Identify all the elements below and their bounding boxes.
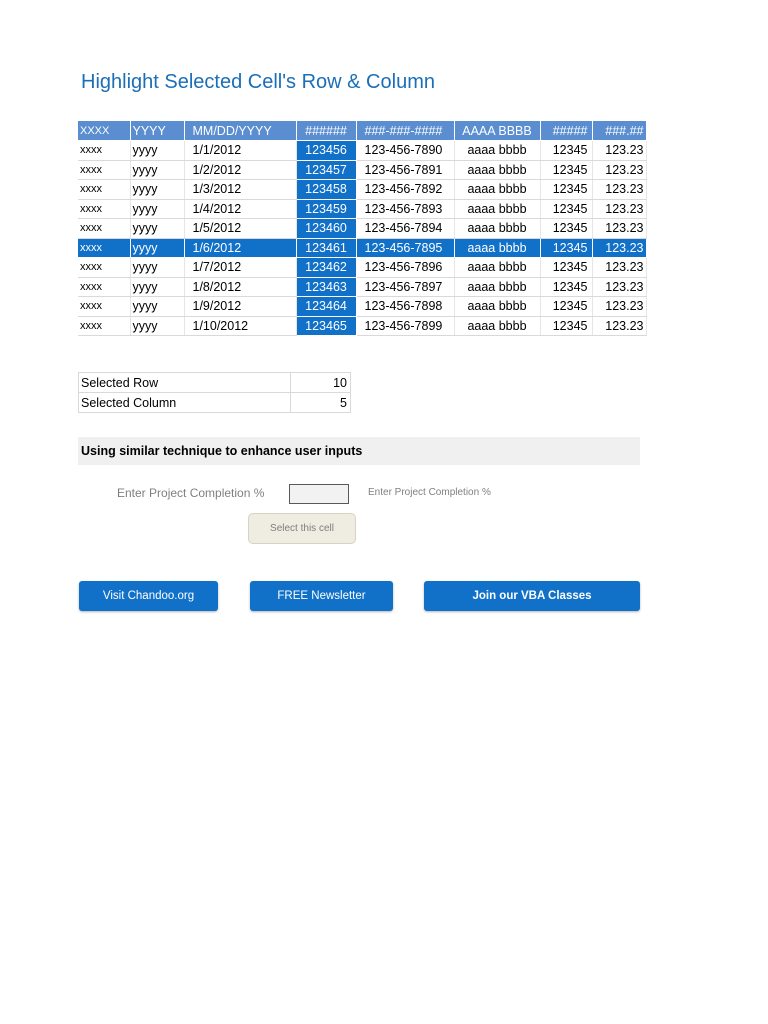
table-cell[interactable]: xxxx bbox=[78, 219, 130, 239]
table-cell[interactable]: yyyy bbox=[130, 316, 184, 336]
table-cell[interactable]: 123463 bbox=[296, 277, 356, 297]
table-cell[interactable]: yyyy bbox=[130, 258, 184, 278]
table-cell[interactable]: xxxx bbox=[78, 277, 130, 297]
page-title: Highlight Selected Cell's Row & Column bbox=[81, 71, 435, 93]
table-row bbox=[78, 199, 646, 219]
table-cell[interactable]: aaaa bbbb bbox=[454, 238, 540, 258]
selected-row-line bbox=[79, 373, 351, 393]
table-cell[interactable]: 123456 bbox=[296, 141, 356, 161]
table-cell[interactable]: yyyy bbox=[130, 219, 184, 239]
column-header[interactable]: ##### bbox=[540, 121, 592, 141]
table-row bbox=[78, 297, 646, 317]
table-cell[interactable]: 1/2/2012 bbox=[184, 160, 296, 180]
table-row bbox=[78, 277, 646, 297]
table-cell[interactable]: 123-456-7893 bbox=[356, 199, 454, 219]
table-cell[interactable]: 123.23 bbox=[592, 199, 646, 219]
selected-row-value[interactable]: 10 bbox=[291, 373, 351, 393]
table-cell[interactable]: aaaa bbbb bbox=[454, 297, 540, 317]
selected-column-label: Selected Column bbox=[79, 393, 291, 413]
table-cell[interactable]: xxxx bbox=[78, 199, 130, 219]
table-row bbox=[78, 180, 646, 200]
table-cell[interactable]: 123.23 bbox=[592, 180, 646, 200]
table-cell[interactable]: 1/9/2012 bbox=[184, 297, 296, 317]
table-cell[interactable]: aaaa bbbb bbox=[454, 277, 540, 297]
table-row bbox=[78, 258, 646, 278]
vba-classes-button[interactable]: Join our VBA Classes bbox=[424, 581, 640, 611]
table-cell[interactable]: 1/5/2012 bbox=[184, 219, 296, 239]
table-cell[interactable]: xxxx bbox=[78, 258, 130, 278]
table-cell[interactable]: 123.23 bbox=[592, 277, 646, 297]
table-cell[interactable]: 123-456-7895 bbox=[356, 238, 454, 258]
table-cell[interactable]: aaaa bbbb bbox=[454, 258, 540, 278]
table-cell[interactable]: 12345 bbox=[540, 160, 592, 180]
table-cell[interactable]: 123457 bbox=[296, 160, 356, 180]
table-cell[interactable]: 1/7/2012 bbox=[184, 258, 296, 278]
table-cell[interactable]: 12345 bbox=[540, 219, 592, 239]
table-cell[interactable]: yyyy bbox=[130, 297, 184, 317]
table-cell[interactable]: yyyy bbox=[130, 141, 184, 161]
table-header-row bbox=[78, 121, 646, 141]
table-cell[interactable]: 123.23 bbox=[592, 258, 646, 278]
table-cell[interactable]: yyyy bbox=[130, 199, 184, 219]
selected-row-label: Selected Row bbox=[79, 373, 291, 393]
table-cell[interactable]: 123-456-7896 bbox=[356, 258, 454, 278]
table-cell[interactable]: 123.23 bbox=[592, 238, 646, 258]
table-cell[interactable]: yyyy bbox=[130, 277, 184, 297]
table-cell[interactable]: 1/1/2012 bbox=[184, 141, 296, 161]
table-cell[interactable]: xxxx bbox=[78, 180, 130, 200]
column-header[interactable]: ###.## bbox=[592, 121, 646, 141]
table-cell[interactable]: 123.23 bbox=[592, 316, 646, 336]
table-cell[interactable]: 123.23 bbox=[592, 219, 646, 239]
table-cell[interactable]: 12345 bbox=[540, 316, 592, 336]
selection-info bbox=[78, 372, 351, 413]
selected-column-value[interactable]: 5 bbox=[291, 393, 351, 413]
table-cell[interactable]: aaaa bbbb bbox=[454, 160, 540, 180]
table-row bbox=[78, 316, 646, 336]
completion-label: Enter Project Completion % bbox=[117, 486, 265, 500]
table-cell[interactable]: 12345 bbox=[540, 277, 592, 297]
table-cell[interactable]: 123459 bbox=[296, 199, 356, 219]
table-cell[interactable]: 123464 bbox=[296, 297, 356, 317]
table-cell[interactable]: xxxx bbox=[78, 297, 130, 317]
column-header[interactable]: ###-###-#### bbox=[356, 121, 454, 141]
table-cell[interactable]: 123-456-7899 bbox=[356, 316, 454, 336]
newsletter-button[interactable]: FREE Newsletter bbox=[250, 581, 393, 611]
table-cell[interactable]: 12345 bbox=[540, 297, 592, 317]
table-cell[interactable]: 12345 bbox=[540, 199, 592, 219]
table-cell[interactable]: 1/4/2012 bbox=[184, 199, 296, 219]
table-cell[interactable]: 123461 bbox=[296, 238, 356, 258]
table-cell[interactable]: 123462 bbox=[296, 258, 356, 278]
table-cell[interactable]: 123.23 bbox=[592, 297, 646, 317]
table-cell[interactable]: 123-456-7897 bbox=[356, 277, 454, 297]
completion-hint: Enter Project Completion % bbox=[368, 487, 491, 498]
table-cell[interactable]: 123-456-7894 bbox=[356, 219, 454, 239]
section-heading: Using similar technique to enhance user inputs bbox=[78, 437, 640, 465]
table-row bbox=[78, 219, 646, 239]
table-cell[interactable]: 1/3/2012 bbox=[184, 180, 296, 200]
table-cell[interactable]: 123-456-7898 bbox=[356, 297, 454, 317]
table-cell[interactable]: aaaa bbbb bbox=[454, 141, 540, 161]
table-cell[interactable]: 12345 bbox=[540, 141, 592, 161]
visit-chandoo-button[interactable]: Visit Chandoo.org bbox=[79, 581, 218, 611]
table-cell[interactable]: 12345 bbox=[540, 180, 592, 200]
table-cell[interactable]: yyyy bbox=[130, 160, 184, 180]
table-cell[interactable]: 1/8/2012 bbox=[184, 277, 296, 297]
column-header[interactable]: ###### bbox=[296, 121, 356, 141]
table-cell[interactable]: 123.23 bbox=[592, 160, 646, 180]
table-cell[interactable]: yyyy bbox=[130, 238, 184, 258]
table-cell[interactable]: 123460 bbox=[296, 219, 356, 239]
table-cell[interactable]: 123465 bbox=[296, 316, 356, 336]
table-cell[interactable]: aaaa bbbb bbox=[454, 180, 540, 200]
table-cell[interactable]: 1/10/2012 bbox=[184, 316, 296, 336]
table-row bbox=[78, 238, 646, 258]
table-cell[interactable]: 123-456-7890 bbox=[356, 141, 454, 161]
table-cell[interactable]: xxxx bbox=[78, 160, 130, 180]
data-table bbox=[78, 121, 647, 336]
column-header[interactable]: XXXX bbox=[78, 121, 130, 141]
table-cell[interactable]: 1/6/2012 bbox=[184, 238, 296, 258]
table-cell[interactable]: 123.23 bbox=[592, 141, 646, 161]
table-cell[interactable]: xxxx bbox=[78, 316, 130, 336]
selected-column-line bbox=[79, 393, 351, 413]
table-cell[interactable]: aaaa bbbb bbox=[454, 219, 540, 239]
table-cell[interactable]: 123458 bbox=[296, 180, 356, 200]
completion-input[interactable] bbox=[289, 484, 349, 504]
table-cell[interactable]: aaaa bbbb bbox=[454, 316, 540, 336]
table-cell[interactable]: 12345 bbox=[540, 258, 592, 278]
table-row bbox=[78, 160, 646, 180]
table-cell[interactable]: xxxx bbox=[78, 141, 130, 161]
table-cell[interactable]: 12345 bbox=[540, 238, 592, 258]
table-cell[interactable]: 123-456-7892 bbox=[356, 180, 454, 200]
table-cell[interactable]: xxxx bbox=[78, 238, 130, 258]
input-tooltip: Select this cell bbox=[248, 513, 356, 544]
column-header[interactable]: MM/DD/YYYY bbox=[184, 121, 296, 141]
column-header[interactable]: YYYY bbox=[130, 121, 184, 141]
table-cell[interactable]: yyyy bbox=[130, 180, 184, 200]
table-cell[interactable]: aaaa bbbb bbox=[454, 199, 540, 219]
table-row bbox=[78, 141, 646, 161]
table-cell[interactable]: 123-456-7891 bbox=[356, 160, 454, 180]
column-header[interactable]: AAAA BBBB bbox=[454, 121, 540, 141]
